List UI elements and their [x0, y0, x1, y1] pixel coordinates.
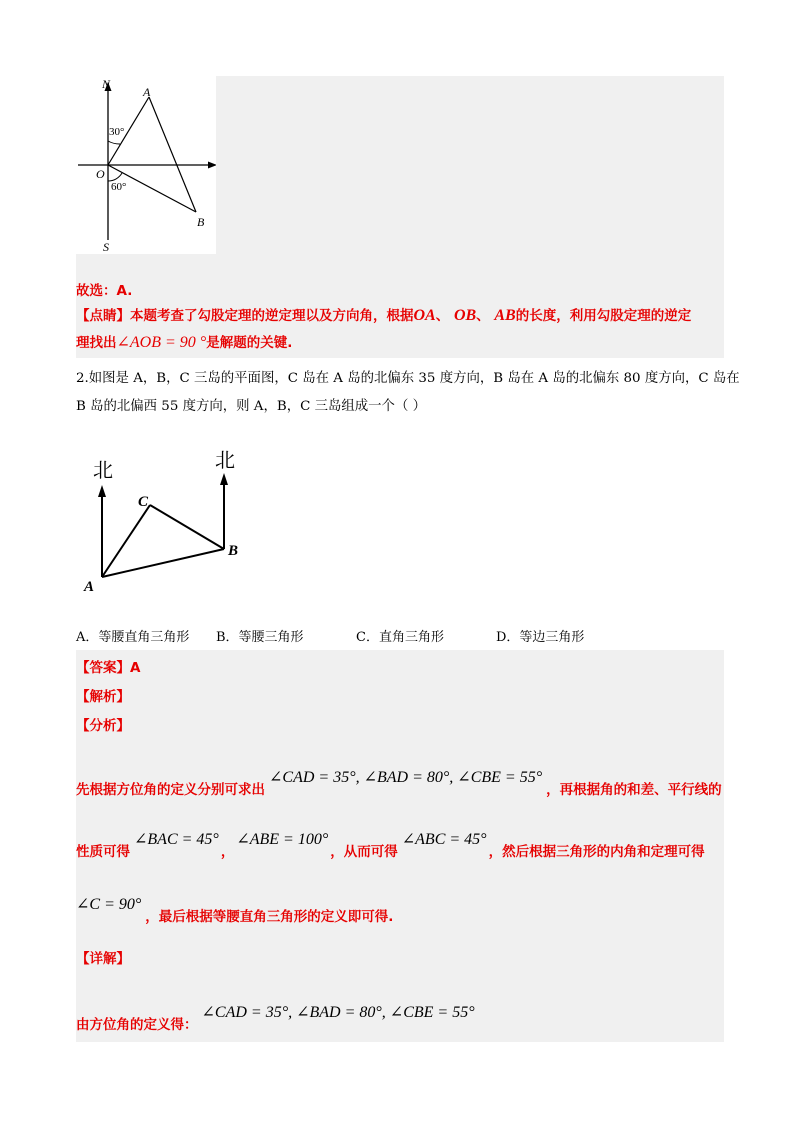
analysis-text-c: 性质可得	[76, 844, 130, 860]
analysis-line-3	[76, 893, 394, 925]
option-a[interactable]: A．等腰直角三角形	[76, 630, 190, 645]
xiangjie-label: 【详解】	[76, 951, 130, 967]
north-arrow-b	[220, 473, 228, 485]
fenxi-label: 【分析】	[76, 718, 130, 734]
analysis-line-1	[76, 766, 722, 798]
label-north-left: 北	[93, 458, 113, 482]
label-angle-30: 30°	[109, 126, 125, 138]
dianjing-line-1	[76, 304, 691, 325]
analysis-text-f: ，最后根据等腰直角三角形的定义即可得.	[145, 909, 394, 925]
dianjing-text-c: 理找出	[76, 335, 117, 351]
prev-choice: 故选：A.	[76, 283, 133, 299]
islands-figure	[80, 445, 255, 595]
answer-label: 【答案】A	[76, 660, 141, 676]
question-line-2: B 岛的北偏西 55 度方向，则 A，B，C 三岛组成一个（ ）	[76, 399, 426, 414]
label-n: N	[102, 77, 111, 91]
label-s: S	[103, 240, 109, 254]
analysis-text-d: ，从而可得	[330, 844, 398, 860]
analysis-math-3: ∠ABE = 100°	[236, 831, 329, 848]
label-angle-60: 60°	[111, 181, 127, 193]
analysis-comma: ，	[220, 844, 235, 860]
detail-text-a: 由方位角的定义得：	[76, 1017, 198, 1033]
analysis-line-2	[76, 828, 705, 860]
analysis-math-5: ∠C = 90°	[76, 896, 142, 913]
label-b: B	[197, 215, 205, 229]
detail-line-1	[76, 1001, 475, 1033]
sep-2: 、	[476, 308, 490, 324]
segment-cb	[150, 505, 224, 549]
label-north-right: 北	[215, 448, 235, 472]
label-c: C	[138, 494, 149, 510]
analysis-text-a: 先根据方位角的定义分别可求出	[76, 782, 265, 798]
dianjing-text-b: 的长度，利用勾股定理的逆定	[515, 308, 692, 324]
direction-angle-figure	[76, 76, 216, 254]
analysis-text-e: ，然后根据三角形的内角和定理可得	[488, 844, 705, 860]
sep-1: 、	[435, 308, 450, 324]
option-d[interactable]: D．等边三角形	[496, 630, 585, 645]
north-arrow-a	[98, 485, 106, 497]
label-a2: A	[84, 579, 95, 595]
analysis-math-4: ∠ABC = 45°	[401, 831, 487, 848]
analysis-math-2: ∠BAC = 45°	[134, 831, 219, 848]
analysis-text-b: ，再根据角的和差、平行线的	[546, 782, 722, 798]
dianjing-line-2	[76, 331, 292, 352]
analysis-math-1: ∠CAD = 35°, ∠BAD = 80°, ∠CBE = 55°	[269, 769, 543, 786]
question-line-1: 2.如图是 A，B，C 三岛的平面图，C 岛在 A 岛的北偏东 35 度方向，B 岛在 A 岛的北偏东 80 度方向，C 岛在	[76, 371, 740, 386]
math-oa: OA	[413, 307, 436, 324]
label-a: A	[143, 85, 151, 99]
segment-ac	[102, 505, 150, 577]
top-gray-panel	[215, 76, 724, 254]
jiexi-label: 【解析】	[76, 689, 130, 705]
label-b2: B	[228, 543, 239, 559]
option-b[interactable]: B．等腰三角形	[216, 630, 304, 645]
option-c[interactable]: C．直角三角形	[356, 630, 444, 645]
math-ob: OB	[453, 307, 477, 324]
label-o: O	[96, 167, 105, 181]
detail-math-1: ∠CAD = 35°, ∠BAD = 80°, ∠CBE = 55°	[201, 1004, 475, 1021]
math-ab: AB	[494, 307, 516, 324]
dianjing-text-a: 【点睛】本题考查了勾股定理的逆定理以及方向角，根据	[76, 308, 414, 324]
math-aob: ∠AOB = 90 °	[116, 334, 207, 351]
segment-ab2	[102, 549, 224, 577]
dianjing-text-d: 是解题的关键.	[206, 335, 293, 351]
